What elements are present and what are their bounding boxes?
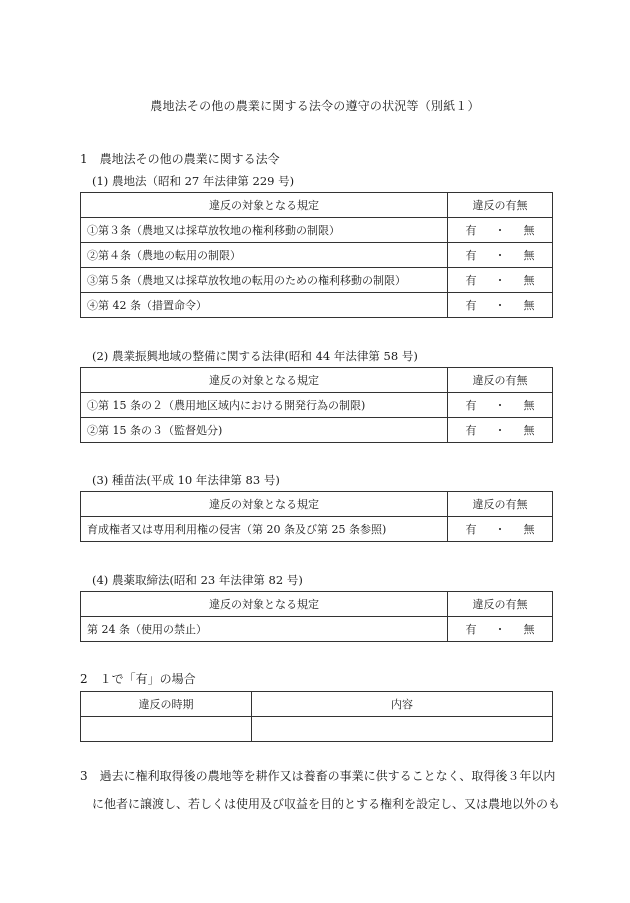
header-content: 内容: [252, 692, 553, 717]
period-cell: [81, 717, 252, 742]
header-status: 違反の有無: [448, 592, 553, 617]
status-cell: [448, 268, 553, 293]
mark-no: 無: [523, 249, 535, 262]
status-cell: [448, 243, 553, 268]
header-status: 違反の有無: [448, 193, 553, 218]
section-3-line-2: に他者に譲渡し、若しくは使用及び収益を目的とする権利を設定し、又は農地以外のも: [92, 797, 561, 811]
rule-cell: 第 24 条（使用の禁止）: [81, 617, 448, 642]
mark-no: 無: [523, 274, 535, 287]
status-cell: [448, 393, 553, 418]
table-4-caption: (4) 農薬取締法(昭和 23 年法律第 82 号): [92, 573, 303, 587]
table-row: [81, 517, 553, 542]
rule-cell: ①第 15 条の２（農用地区域内における開発行為の制限): [81, 393, 448, 418]
mark-no: 無: [523, 623, 535, 636]
table-3-caption: (3) 種苗法(平成 10 年法律第 83 号): [92, 473, 280, 487]
mark-no: 無: [523, 523, 535, 536]
table-row: [81, 218, 553, 243]
header-rule: 違反の対象となる規定: [81, 592, 448, 617]
mark-dot: ・: [494, 623, 506, 636]
mark-dot: ・: [494, 224, 506, 237]
content-cell: [252, 717, 553, 742]
rule-cell: ③第５条（農地又は採草放牧地の転用のための権利移動の制限）: [81, 268, 448, 293]
table-header-row: [81, 492, 553, 517]
table-header-row: [81, 193, 553, 218]
table-4: [80, 591, 553, 642]
mark-dot: ・: [494, 274, 506, 287]
mark-dot: ・: [494, 424, 506, 437]
section-3-line-1: 3 過去に権利取得後の農地等を耕作又は養畜の事業に供することなく、取得後３年以内: [80, 769, 556, 783]
mark-yes: 有: [465, 424, 477, 437]
rule-cell: ②第４条（農地の転用の制限）: [81, 243, 448, 268]
header-status: 違反の有無: [448, 368, 553, 393]
mark-yes: 有: [465, 623, 477, 636]
mark-yes: 有: [465, 299, 477, 312]
section-1-heading: 1 農地法その他の農業に関する法令: [80, 152, 280, 166]
header-period: 違反の時期: [81, 692, 252, 717]
mark-dot: ・: [494, 299, 506, 312]
status-cell: [448, 418, 553, 443]
table-row: [81, 393, 553, 418]
mark-no: 無: [523, 399, 535, 412]
mark-no: 無: [523, 424, 535, 437]
table-row: [81, 617, 553, 642]
rule-cell: 育成権者又は専用利用権の侵害（第 20 条及び第 25 条参照): [81, 517, 448, 542]
mark-dot: ・: [494, 249, 506, 262]
status-cell: [448, 218, 553, 243]
header-status: 違反の有無: [448, 492, 553, 517]
mark-no: 無: [523, 299, 535, 312]
header-rule: 違反の対象となる規定: [81, 368, 448, 393]
violation-table: [80, 691, 553, 742]
table-1: [80, 192, 553, 318]
rule-cell: ④第 42 条（措置命令）: [81, 293, 448, 318]
table-header-row: [81, 368, 553, 393]
status-cell: [448, 517, 553, 542]
table-1-caption: (1) 農地法（昭和 27 年法律第 229 号): [92, 174, 295, 188]
header-rule: 違反の対象となる規定: [81, 193, 448, 218]
rule-cell: ②第 15 条の３（監督処分): [81, 418, 448, 443]
section-2-heading: 2 １で「有」の場合: [80, 672, 196, 686]
mark-yes: 有: [465, 224, 477, 237]
mark-no: 無: [523, 224, 535, 237]
table-2-caption: (2) 農業振興地域の整備に関する法律(昭和 44 年法律第 58 号): [92, 349, 418, 363]
mark-yes: 有: [465, 523, 477, 536]
rule-cell: ①第３条（農地又は採草放牧地の権利移動の制限）: [81, 218, 448, 243]
header-rule: 違反の対象となる規定: [81, 492, 448, 517]
table-row: [81, 268, 553, 293]
table-3: [80, 491, 553, 542]
table-row: [81, 293, 553, 318]
table-row: [81, 418, 553, 443]
mark-yes: 有: [465, 274, 477, 287]
table-row: [81, 243, 553, 268]
status-cell: [448, 617, 553, 642]
table-row: [81, 717, 553, 742]
mark-dot: ・: [494, 523, 506, 536]
mark-dot: ・: [494, 399, 506, 412]
mark-yes: 有: [465, 249, 477, 262]
status-cell: [448, 293, 553, 318]
table-header-row: [81, 592, 553, 617]
table-header-row: [81, 692, 553, 717]
mark-yes: 有: [465, 399, 477, 412]
table-2: [80, 367, 553, 443]
page-title: 農地法その他の農業に関する法令の遵守の状況等（別紙１）: [150, 99, 480, 113]
